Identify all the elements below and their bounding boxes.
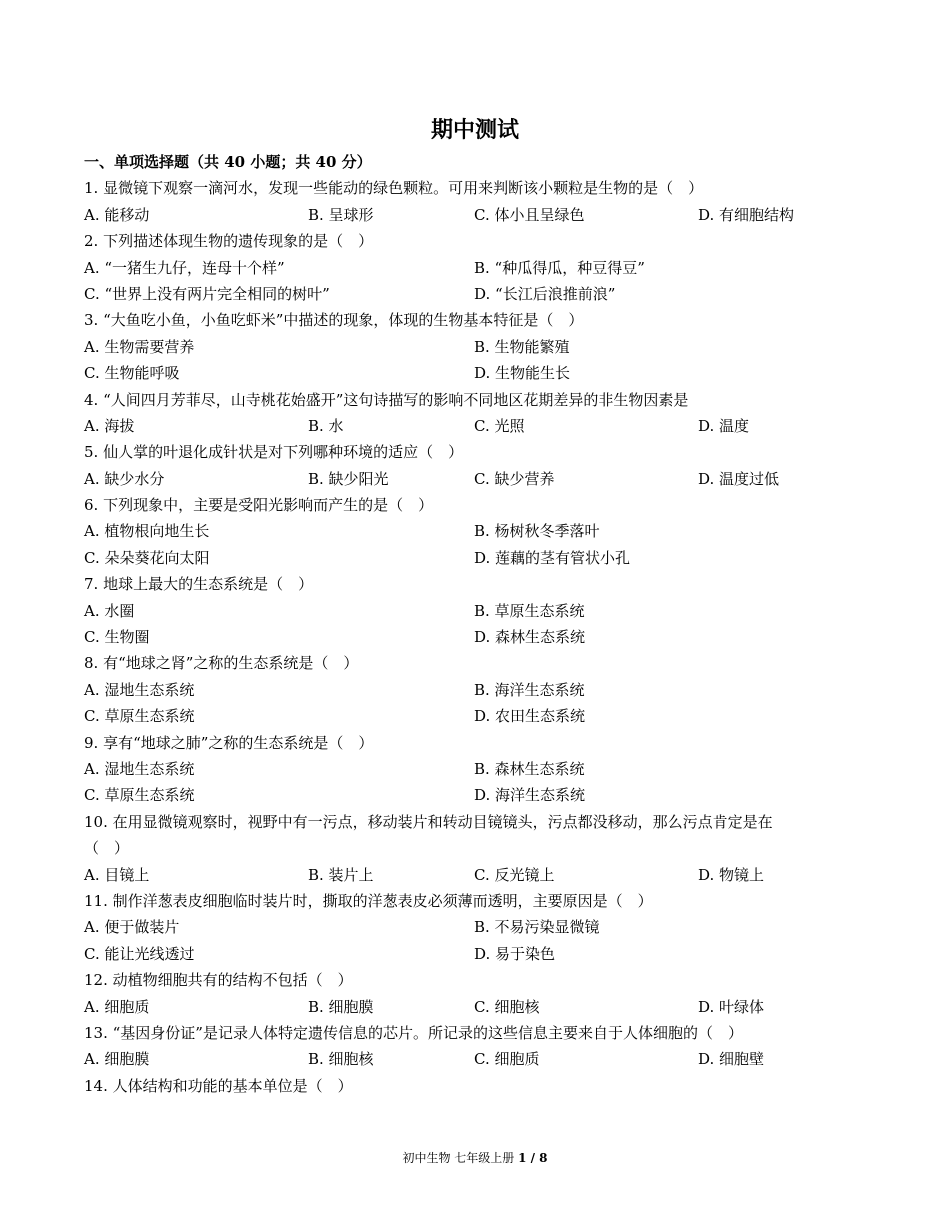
- option-d: D. 温度过低: [698, 469, 780, 488]
- option-row: [84, 413, 866, 439]
- option-row: [84, 1046, 866, 1072]
- option-row: [84, 994, 866, 1020]
- option-b: B. 杨树秋冬季落叶: [474, 522, 600, 541]
- footer-course: 初中生物 七年级上册: [402, 1151, 519, 1165]
- option-d: D. 农田生态系统: [474, 707, 586, 726]
- question-stem: 6. 下列现象中，主要是受阳光影响而产生的是（ ）: [84, 496, 434, 515]
- option-d: D. 森林生态系统: [474, 628, 586, 647]
- option-b: B. 缺少阳光: [308, 469, 389, 488]
- option-row: [84, 941, 866, 967]
- question-stem: 4. “人间四月芳菲尽，山寺桃花始盛开”这句诗描写的影响不同地区花期差异的非生物因素是: [84, 390, 689, 409]
- option-row: [84, 518, 866, 544]
- option-d: D. 细胞壁: [698, 1050, 765, 1069]
- question-list: [84, 149, 866, 1099]
- option-d: D. 莲藕的茎有管状小孔: [474, 548, 631, 567]
- option-d: D. 有细胞结构: [698, 205, 795, 224]
- option-row: [84, 255, 866, 281]
- option-c: C. 生物圈: [84, 628, 150, 647]
- option-b: B. 海洋生态系统: [474, 680, 585, 699]
- option-a: A. 便于做装片: [84, 918, 180, 937]
- question-stem: 13. “基因身份证”是记录人体特定遗传信息的芯片。所记录的这些信息主要来自于人体细胞的（ ）: [84, 1023, 743, 1042]
- option-a: A. 细胞质: [84, 997, 150, 1016]
- page-footer: [0, 1148, 950, 1168]
- question-stem: 10. 在用显微镜观察时，视野中有一污点，移动装片和转动目镜镜头，污点都没移动，那么污点肯定是在: [84, 812, 773, 831]
- option-c: C. 草原生态系统: [84, 707, 195, 726]
- option-row: [84, 334, 866, 360]
- option-d: D. 物镜上: [698, 865, 765, 884]
- option-c: C. 缺少营养: [474, 469, 555, 488]
- question-stem: 1. 显微镜下观察一滴河水，发现一些能动的绿色颗粒。可用来判断该小颗粒是生物的是（ ）: [84, 179, 704, 198]
- option-a: A. 水圈: [84, 601, 135, 620]
- option-c: C. “世界上没有两片完全相同的树叶”: [84, 284, 330, 303]
- option-a: A. 海拔: [84, 416, 135, 435]
- option-d: D. 叶绿体: [698, 997, 765, 1016]
- footer-page-number: 1 / 8: [518, 1151, 548, 1165]
- page-title: 期中测试: [430, 117, 519, 143]
- option-c: C. 细胞核: [474, 997, 540, 1016]
- option-c: C. 体小且呈绿色: [474, 205, 585, 224]
- question-stem: 12. 动植物细胞共有的结构不包括（ ）: [84, 971, 353, 990]
- option-b: B. “种瓜得瓜，种豆得豆”: [474, 258, 645, 277]
- question-stem-continued: （ ）: [84, 839, 130, 858]
- option-a: A. “一猪生九仔，连母十个样”: [84, 258, 285, 277]
- option-row: [84, 624, 866, 650]
- option-row: [84, 202, 866, 228]
- option-row: [84, 677, 866, 703]
- question-stem: 8. 有“地球之肾”之称的生态系统是（ ）: [84, 654, 359, 673]
- option-d: D. 温度: [698, 416, 750, 435]
- option-a: A. 目镜上: [84, 865, 150, 884]
- option-c: C. 草原生态系统: [84, 786, 195, 805]
- question-stem: 2. 下列描述体现生物的遗传现象的是（ ）: [84, 232, 374, 251]
- option-a: A. 湿地生态系统: [84, 680, 195, 699]
- option-row: [84, 545, 866, 571]
- option-c: C. 生物能呼吸: [84, 364, 180, 383]
- section-heading: 一、单项选择题（共 40 小题；共 40 分）: [84, 153, 372, 171]
- option-row: [84, 914, 866, 940]
- question-stem: 11. 制作洋葱表皮细胞临时装片时，撕取的洋葱表皮必须薄而透明，主要原因是（ ）: [84, 891, 653, 910]
- option-row: [84, 360, 866, 386]
- option-b: B. 细胞膜: [308, 997, 374, 1016]
- question-stem: 7. 地球上最大的生态系统是（ ）: [84, 575, 314, 594]
- option-c: C. 朵朵葵花向太阳: [84, 548, 210, 567]
- option-b: B. 呈球形: [308, 205, 374, 224]
- question-stem: 5. 仙人掌的叶退化成针状是对下列哪种环境的适应（ ）: [84, 443, 464, 462]
- option-a: A. 湿地生态系统: [84, 759, 195, 778]
- option-d: D. “长江后浪推前浪”: [474, 284, 616, 303]
- option-b: B. 不易污染显微镜: [474, 918, 600, 937]
- option-b: B. 细胞核: [308, 1050, 374, 1069]
- question-stem: 9. 享有“地球之肺”之称的生态系统是（ ）: [84, 733, 374, 752]
- option-b: B. 水: [308, 416, 344, 435]
- option-row: [84, 466, 866, 492]
- option-a: A. 缺少水分: [84, 469, 165, 488]
- option-a: A. 能移动: [84, 205, 150, 224]
- option-a: A. 生物需要营养: [84, 337, 195, 356]
- option-c: C. 光照: [474, 416, 525, 435]
- option-row: [84, 598, 866, 624]
- option-c: C. 细胞质: [474, 1050, 540, 1069]
- option-row: [84, 782, 866, 808]
- option-b: B. 草原生态系统: [474, 601, 585, 620]
- option-b: B. 装片上: [308, 865, 374, 884]
- option-a: A. 细胞膜: [84, 1050, 150, 1069]
- option-b: B. 森林生态系统: [474, 759, 585, 778]
- option-d: D. 易于染色: [474, 944, 556, 963]
- question-stem: 14. 人体结构和功能的基本单位是（ ）: [84, 1076, 353, 1095]
- option-c: C. 反光镜上: [474, 865, 555, 884]
- option-a: A. 植物根向地生长: [84, 522, 210, 541]
- option-row: [84, 703, 866, 729]
- option-d: D. 海洋生态系统: [474, 786, 586, 805]
- option-c: C. 能让光线透过: [84, 944, 195, 963]
- option-d: D. 生物能生长: [474, 364, 571, 383]
- option-row: [84, 281, 866, 307]
- option-row: [84, 862, 866, 888]
- option-row: [84, 756, 866, 782]
- option-b: B. 生物能繁殖: [474, 337, 570, 356]
- question-stem: 3. “大鱼吃小鱼，小鱼吃虾米”中描述的现象，体现的生物基本特征是（ ）: [84, 311, 584, 330]
